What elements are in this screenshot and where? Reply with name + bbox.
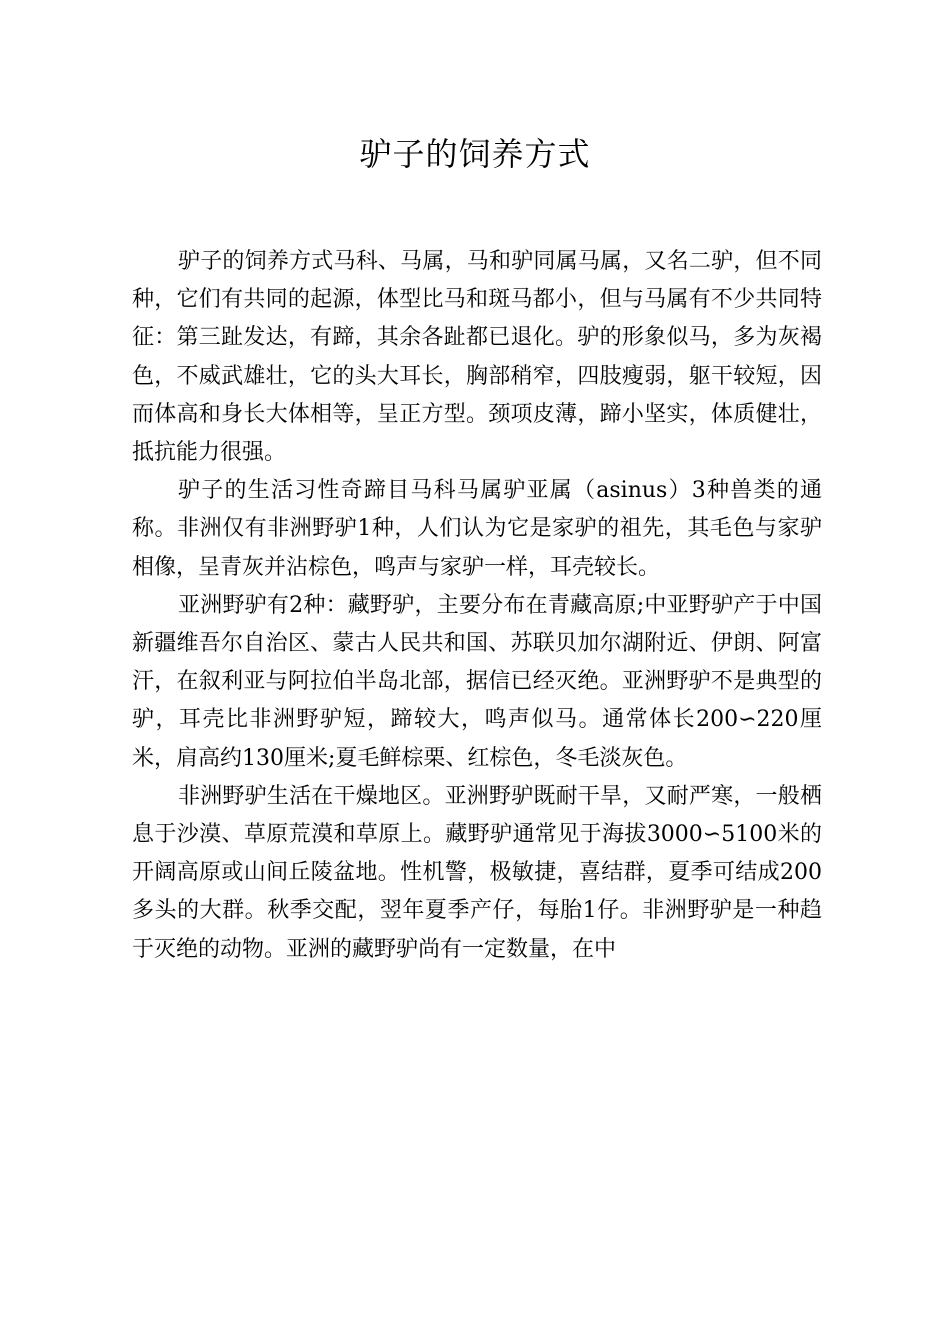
paragraph-4: 非洲野驴生活在干燥地区。亚洲野驴既耐干旱，又耐严寒，一般栖息于沙漠、草原荒漠和草原上。藏野驴通常见于海拔3000∽5100米的开阔高原或山间丘陵盆地。性机警，极敏捷，喜结群，夏季可结成200多头的大群。秋季交配，翌年夏季产仔，每胎1仔。非洲野驴是一种趋于灭绝的动物。亚洲的藏野驴尚有一定数量，在中 [132, 783, 822, 962]
document-body [132, 243, 822, 969]
paragraph-1: 驴子的饲养方式马科、马属，马和驴同属马属，又名二驴，但不同种，它们有共同的起源，体型比马和斑马都小，但与马属有不少共同特征：第三趾发达，有蹄，其余各趾都已退化。驴的形象似马，多为灰褐色，不威武雄壮，它的头大耳长，胸部稍窄，四肢瘦弱，躯干较短，因而体高和身长大体相等，呈正方型。颈项皮薄，蹄小坚实，体质健壮，抵抗能力很强。 [132, 249, 822, 466]
paragraph-3: 亚洲野驴有2种：藏野驴，主要分布在青藏高原;中亚野驴产于中国新疆维吾尔自治区、蒙古人民共和国、苏联贝加尔湖附近、伊朗、阿富汗，在叙利亚与阿拉伯半岛北部，据信已经灭绝。亚洲野驴不是典型的驴，耳壳比非洲野驴短，蹄较大，鸣声似马。通常体长200∽220厘米，肩高约130厘米;夏毛鲜棕栗、红棕色，冬毛淡灰色。 [132, 592, 822, 771]
document-title: 驴子的饲养方式 [359, 135, 591, 173]
paragraph-2: 驴子的生活习性奇蹄目马科马属驴亚属（asinus）3种兽类的通称。非洲仅有非洲野驴1种，人们认为它是家驴的祖先，其毛色与家驴相像，呈青灰并沾棕色，鸣声与家驴一样，耳壳较长。 [132, 478, 822, 580]
